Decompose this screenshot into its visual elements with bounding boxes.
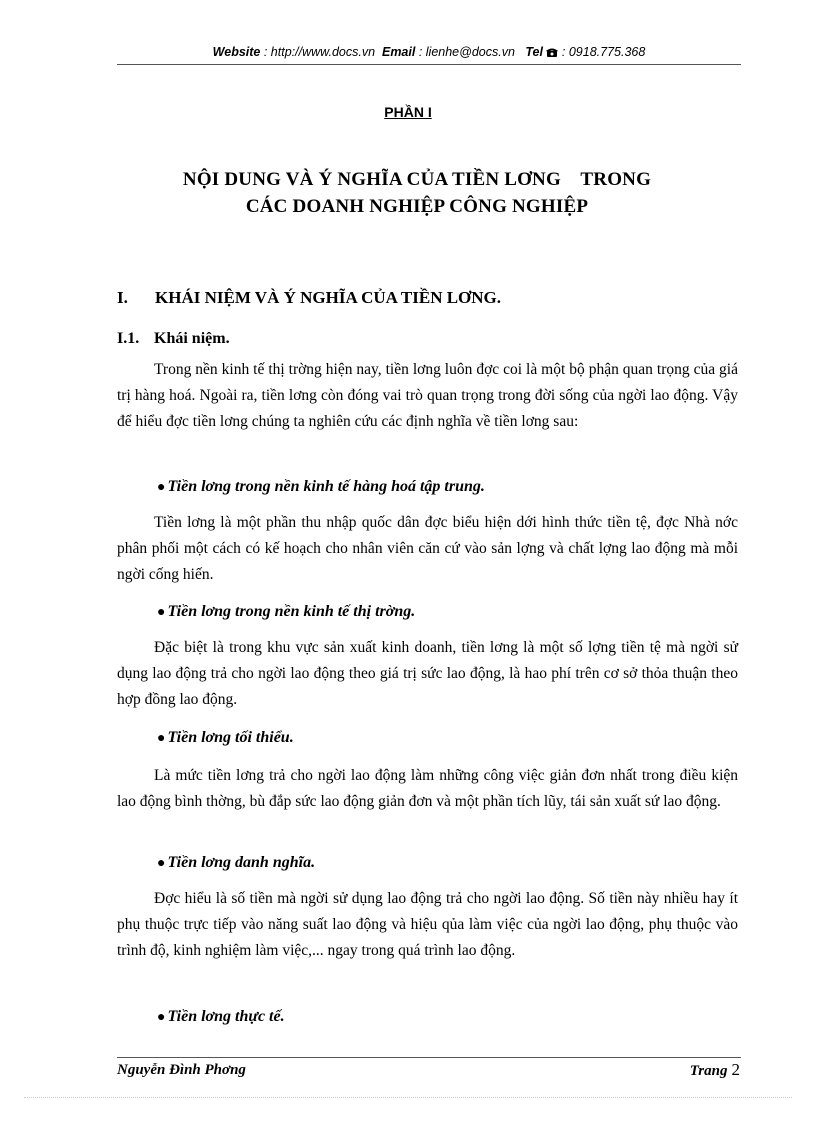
bullet-icon: ●: [157, 1010, 166, 1025]
email-address[interactable]: : lienhe@docs.vn: [418, 45, 515, 59]
bullet-heading: [157, 854, 315, 872]
section-number: I.: [117, 288, 128, 307]
body-paragraph: Là mức tiền lơng trả cho ngời lao động làm những công việc giản đơn nhất trong điều kiện lao động bình thờng, bù đắp sức lao động giản đơn và một phần tích lũy, tái sản xuất sứ lao động.: [117, 767, 738, 810]
body-paragraph: Tiền lơng là một phần thu nhập quốc dân đợc biểu hiện dới hình thức tiền tệ, đợc Nhà nớc phân phối một cách có kế hoạch cho nhân viên căn cứ vào sản lợng và chất lợng lao động mà mỗi ngời cống hiến.: [117, 514, 738, 583]
footer-page: [690, 1060, 740, 1080]
bullet-heading: [157, 603, 415, 621]
page-label: Trang: [689, 1063, 728, 1079]
intro-paragraph: Trong nền kinh tế thị trờng hiện nay, tiền lơng luôn đợc coi là một bộ phận quan trọng của giá trị hàng hoá. Ngoài ra, tiền lơng còn đóng vai trò quan trọng trong đời sống của ngời lao động. Vậy để hiểu đợc tiền lơng chúng ta nghiên cứu các định nghĩa về tiền lơng sau:: [117, 361, 738, 430]
footer-divider: [117, 1057, 741, 1058]
website-url[interactable]: : http://www.docs.vn: [263, 45, 376, 59]
chapter-title-line2: CÁC DOANH NGHIỆP CÔNG NGHIỆP: [245, 196, 589, 217]
part-label: PHẦN I: [384, 104, 432, 120]
bullet-heading: [157, 729, 294, 747]
website-label: Website: [212, 45, 261, 59]
body-paragraph: Đợc hiểu là số tiền mà ngời sử dụng lao động trả cho ngời lao động. Số tiền này nhiều hay ít phụ thuộc trực tiếp vào năng suất lao động và hiệu qủa làm việc của ngời lao động, phụ thuộc vào trình độ, kinh nghiệm làm việc,... ngay trong quá trình lao động.: [117, 890, 738, 959]
page-header: [117, 45, 741, 59]
subsection-title: Khái niệm.: [154, 330, 230, 347]
section-title: KHÁI NIỆM VÀ Ý NGHĨA CỦA TIỀN LƠNG.: [155, 288, 502, 307]
body-paragraph: Đặc biệt là trong khu vực sản xuất kinh doanh, tiền lơng là một số lợng tiền tệ mà ngời sử dụng lao động trả cho ngời lao động theo giá trị sức lao động, là hao phí trên cơ sở thỏa thuận theo hợp đồng lao động.: [117, 639, 738, 708]
bullet-icon: ●: [157, 731, 166, 746]
page-number: 2: [731, 1060, 740, 1079]
subsection-heading: [117, 330, 230, 348]
bullet-text: Tiền lơng thực tế.: [167, 1008, 285, 1025]
bullet-icon: ●: [157, 480, 166, 495]
chapter-title-line1: NỘI DUNG VÀ Ý NGHĨA CỦA TIỀN LƠNG TRONG: [182, 169, 652, 190]
bullet-text: Tiền lơng danh nghĩa.: [167, 854, 316, 871]
bullet-text: Tiền lơng tối thiểu.: [167, 729, 294, 746]
bullet-heading: [157, 478, 485, 496]
bullet-text: Tiền lơng trong nền kinh tế thị trờng.: [167, 603, 416, 620]
chapter-title: [117, 166, 717, 220]
email-label: Email: [381, 45, 416, 59]
page-edge: [24, 1097, 792, 1098]
phone-icon: [546, 45, 558, 59]
header-divider: [117, 64, 741, 65]
tel-number: : 0918.775.368: [561, 45, 646, 59]
bullet-heading: [157, 1008, 285, 1026]
footer-author: Nguyễn Đình Phơng: [117, 1062, 246, 1078]
section-heading: [117, 288, 501, 308]
tel-label: Tel: [525, 45, 543, 59]
bullet-text: Tiền lơng trong nền kinh tế hàng hoá tập trung.: [167, 478, 485, 495]
subsection-number: I.1.: [117, 330, 140, 347]
bullet-icon: ●: [157, 605, 166, 620]
bullet-icon: ●: [157, 856, 166, 871]
